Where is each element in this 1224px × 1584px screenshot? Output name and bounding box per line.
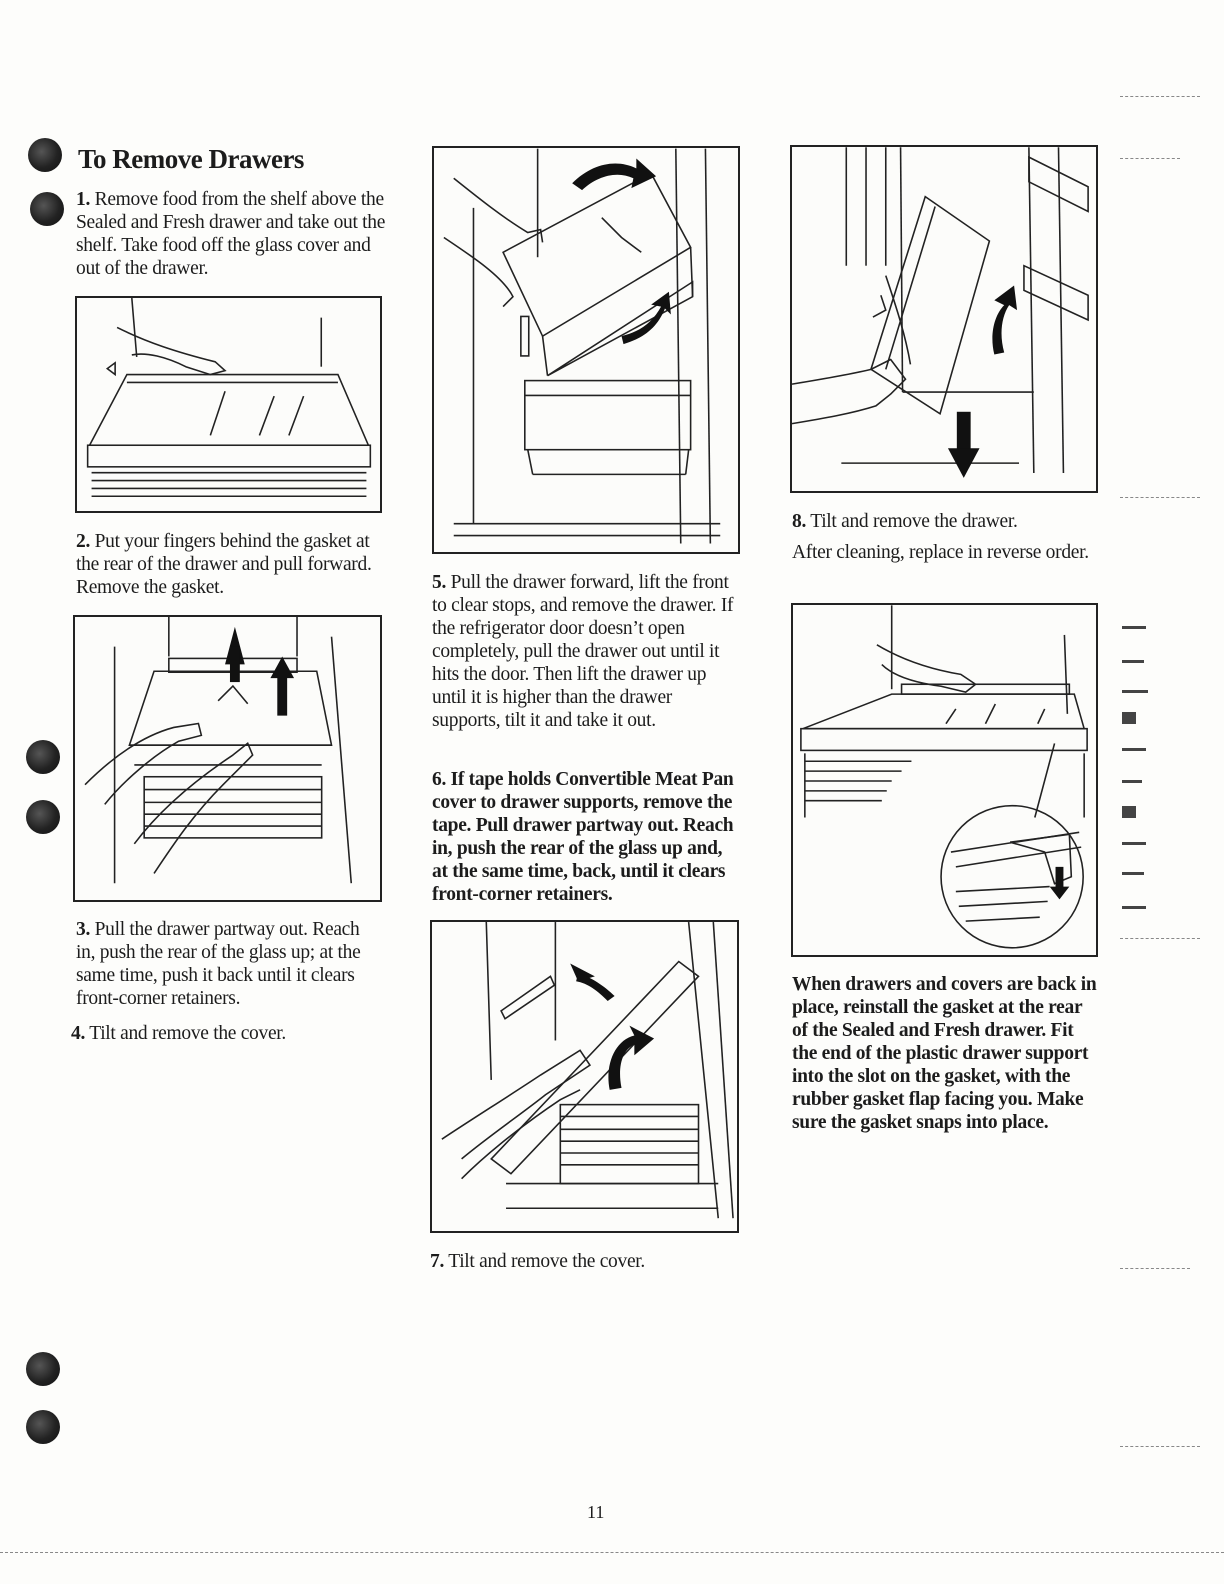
step-text: Put your fingers behind the gasket at the rear of the drawer and pull forward. Remove the gasket. <box>76 531 372 598</box>
step-number: 2. <box>76 531 91 552</box>
binder-hole <box>26 800 60 834</box>
binder-hole <box>26 740 60 774</box>
illustration-reinstall-gasket <box>791 603 1098 957</box>
step-2 <box>76 530 381 599</box>
step-number: 3. <box>76 919 91 940</box>
after-cleaning-note: After cleaning, replace in reverse order. <box>792 542 1089 563</box>
binder-hole <box>28 138 62 172</box>
reinstall-gasket-drawing <box>793 605 1096 955</box>
step-text: Tilt and remove the cover. <box>448 1251 645 1272</box>
step-number: 7. <box>430 1251 445 1272</box>
illustration-remove-shelf <box>75 296 382 513</box>
margin-artifact <box>1120 497 1200 498</box>
margin-artifact <box>1120 1446 1200 1447</box>
gasket-drawing <box>75 617 380 900</box>
margin-artifact <box>1122 660 1144 663</box>
step-text: If tape holds Convertible Meat Pan cover to drawer supports, remove the tape. Pull drawer partway out. Reach in, push the rear of the glass up and, at the same time, back, until it clears front-corner retainers. <box>432 769 734 905</box>
step-number: 4. <box>71 1023 86 1044</box>
lift-drawer-drawing <box>434 148 738 552</box>
margin-artifact <box>1122 806 1136 818</box>
step-number: 8. <box>792 511 807 532</box>
illustration-tilt-drawer <box>790 145 1098 493</box>
margin-artifact <box>1122 780 1142 783</box>
bottom-scan-edge <box>0 1552 1224 1553</box>
margin-artifact <box>1122 872 1144 875</box>
step-5 <box>432 571 742 732</box>
step-number: 6. <box>432 769 447 790</box>
step-number: 5. <box>432 572 447 593</box>
margin-artifact <box>1120 938 1200 939</box>
binder-hole <box>30 192 64 226</box>
margin-artifact <box>1122 690 1148 693</box>
step-7 <box>430 1250 735 1273</box>
step-3 <box>76 918 381 1010</box>
tilt-cover-drawing <box>432 922 737 1231</box>
tilt-drawer-drawing <box>792 147 1096 491</box>
step-text: Pull the drawer partway out. Reach in, push the rear of the glass up; at the same time, push it back until it clears front-corner retainers. <box>76 919 361 1009</box>
step-text: Tilt and remove the drawer. <box>810 511 1018 532</box>
page-number: 11 <box>587 1502 605 1522</box>
margin-artifact <box>1120 1268 1190 1269</box>
step-text: Tilt and remove the cover. <box>89 1023 286 1044</box>
step-text: Pull the drawer forward, lift the front to clear stops, and remove the drawer. If the refrigerator door doesn’t open completely, pull the drawer out until it hits the door. Then lift the drawer up until it is higher than the drawer supports, tilt it and take it out. <box>432 572 734 731</box>
illustration-lift-drawer <box>432 146 740 554</box>
step-6 <box>432 768 742 906</box>
step-4 <box>71 1022 376 1045</box>
step-number: 1. <box>76 189 91 210</box>
step-text: Remove food from the shelf above the Sealed and Fresh drawer and take out the shelf. Take food off the glass cover and out of the drawer. <box>76 189 386 279</box>
margin-artifact <box>1122 748 1146 751</box>
section-heading: To Remove Drawers <box>78 144 304 174</box>
margin-artifact <box>1122 626 1146 629</box>
margin-artifact <box>1122 906 1146 909</box>
step-1 <box>76 188 386 280</box>
binder-hole <box>26 1410 60 1444</box>
margin-artifact <box>1120 96 1200 97</box>
margin-artifact <box>1122 712 1136 724</box>
reinstall-instructions: When drawers and covers are back in place, reinstall the gasket at the rear of the Sealed and Fresh drawer. Fit the end of the plastic drawer support into the slot on the gasket, with the rubber gasket flap facing you. Make sure the gasket snaps into place. <box>792 974 1097 1133</box>
margin-artifact <box>1120 158 1180 159</box>
step-8 <box>792 510 1102 533</box>
illustration-tilt-cover <box>430 920 739 1233</box>
shelf-drawing <box>77 298 380 511</box>
margin-artifact <box>1122 842 1146 845</box>
binder-hole <box>26 1352 60 1386</box>
illustration-remove-gasket <box>73 615 382 902</box>
